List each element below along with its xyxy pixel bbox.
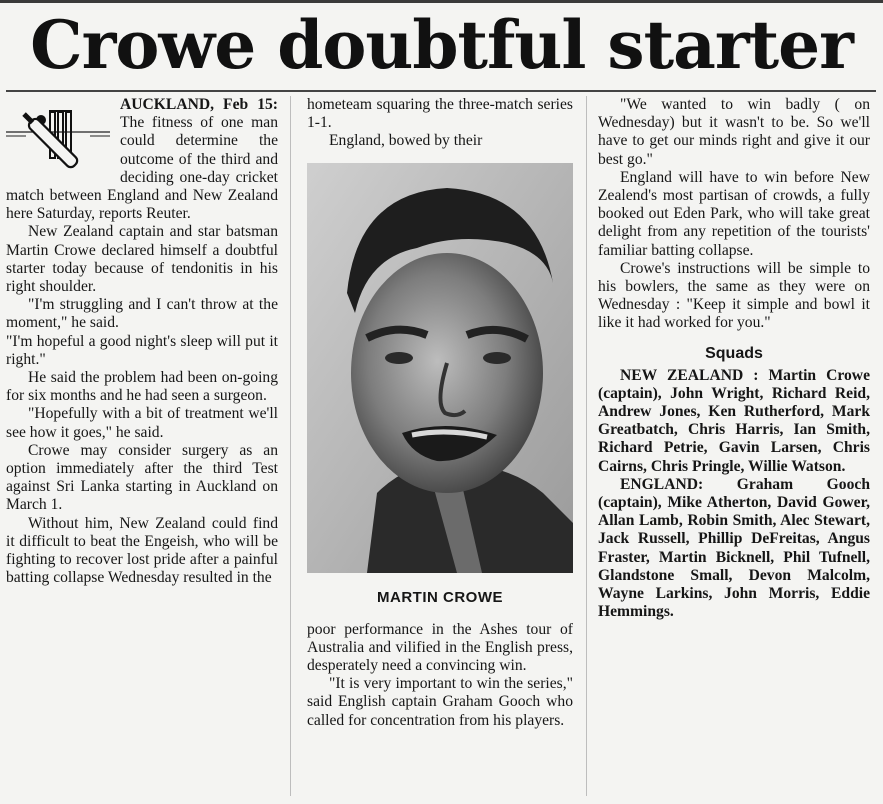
paragraph: Crowe may consider surgery as an option immediately after the third Test against Sri Lanka starting in Auckland on March 1. [6, 441, 278, 514]
paragraph: "We wanted to win badly ( on Wednesday) but it wasn't to be. So we'll have to get our minds right and give it our best go." [598, 96, 870, 168]
cricket-stumps-bat-icon [6, 96, 110, 180]
paragraph: "I'm struggling and I can't throw at the moment," he said. [6, 296, 278, 332]
paragraph: He said the problem had been on-going for six months and he had seen a surgeon. [6, 369, 278, 405]
headline-rule [6, 90, 876, 92]
paragraph: New Zealand captain and star batsman Martin Crowe declared himself a doubtful starter today because of tendonitis in his right shoulder. [6, 223, 278, 296]
paragraph: "Hopefully with a bit of treatment we'll see how it goes," he said. [6, 405, 278, 441]
article-column-3 [598, 96, 870, 621]
paragraph: "I'm hopeful a good night's sleep will put it right." [6, 332, 278, 368]
nz-squad-list: NEW ZEALAND : Martin Crowe (captain), John Wright, Richard Reid, Andrew Jones, Ken Rutherford, Mark Greatbatch, Chris Harris, Ian Smith, Richard Petrie, Gavin Larsen, Chris Cairns, Chris Pringle, Willie Watson. [598, 366, 870, 475]
photo-caption: MARTIN CROWE [377, 588, 503, 606]
column-divider [586, 96, 587, 796]
paragraph: England will have to win before New Zealend's most partisan of crowds, a fully booked out Eden Park, who will take great delight from any repetition of the tourists' familiar batting collapse. [598, 168, 870, 259]
paragraph: Without him, New Zealand could find it difficult to beat the Engeish, who will be fighting to recover lost pride after a painful batting collapse Wednesday resulted in the [6, 514, 278, 587]
paragraph: Crowe's instructions will be simple to his bowlers, the same as they were on Wednesday : "Keep it simple and bowl it like it had worked for you." [598, 259, 870, 332]
column-divider [290, 96, 291, 796]
paragraph: hometeam squaring the three-match series 1-1. [307, 96, 573, 132]
martin-crowe-photo [307, 163, 573, 573]
squads-heading: Squads [705, 344, 763, 362]
dateline: AUCKLAND, Feb 15: [120, 96, 278, 113]
paragraph: "It is very important to win the series," said English captain Graham Gooch who called for concentration from his players. [307, 675, 573, 729]
paragraph: poor performance in the Ashes tour of Australia and vilified in the English press, desperately need a convincing win. [307, 620, 573, 675]
lead-paragraph: The fitness of one man could determine the outcome of the third and deciding one-day cricket match between England and New Zealand here Saturday, reports Reuter. [6, 114, 278, 223]
paragraph: England, bowed by their [329, 132, 483, 150]
article-column-1 [6, 96, 278, 587]
england-squad-list: ENGLAND: Graham Gooch (captain), Mike Atherton, David Gower, Allan Lamb, Robin Smith, Alec Stewart, Jack Russell, Phillip DeFreitas, Angus Fraster, Martin Bicknell, Phil Tufnell, Glandstone Small, Devon Malcolm, Wayne Larkins, John Morris, Eddie Hemmings. [598, 475, 870, 621]
article-column-2 [307, 96, 573, 730]
headline: Crowe doubtful starter [30, 6, 853, 84]
